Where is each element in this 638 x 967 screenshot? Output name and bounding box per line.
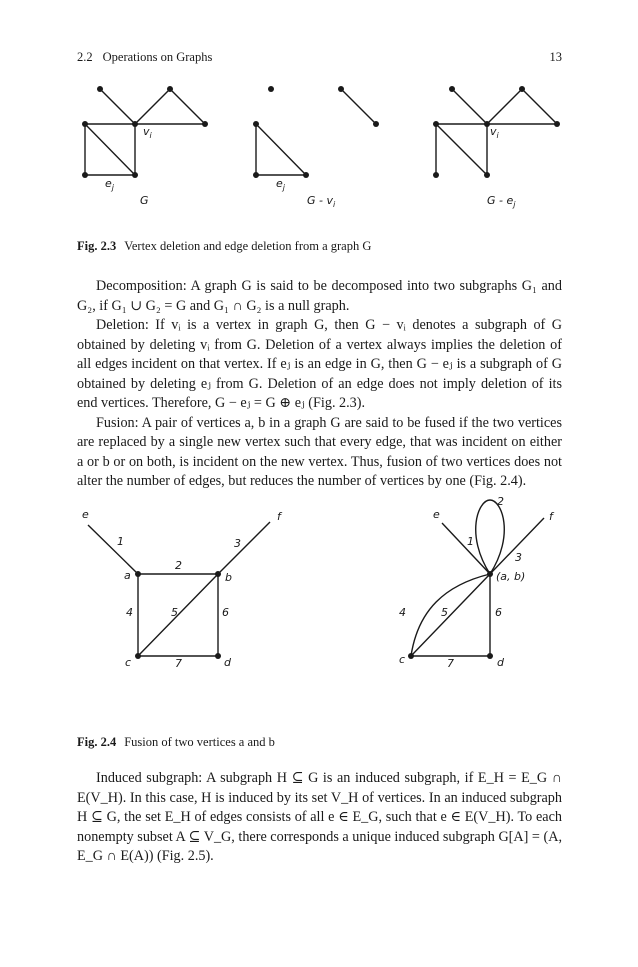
paragraph-decomposition: Decomposition: A graph G is said to be decomposed into two subgraphs G₁ and G₂, if G₁ ∪ G₂ = G and G₁ ∩ G₂ is a null graph. (77, 278, 562, 314)
fig24-right-edge-3: 3 (515, 551, 522, 564)
label-vi: $v_i$ (143, 125, 152, 140)
fig24-left-c: c (125, 656, 132, 669)
fig24-right-ab: (a, b) (496, 570, 526, 583)
figure-2-3 (0, 75, 638, 220)
fig24-right-edge-6: 6 (495, 606, 502, 619)
label-vi-2: $v_i$ (490, 125, 499, 140)
label-ej-2: $e_j$ (276, 177, 286, 192)
paragraph-fusion: Fusion: A pair of vertices a, b in a graph G are said to be fused if the two vertices are replaced by a single new vertex such that every edge, that was incident on either a or b or on both, is incident on the new vertex. Thus, fusion of two vertices does not alter the number of edges, but reduces the number of vertices by one (Fig. 2.4). (77, 414, 562, 489)
fig24-right-d: d (497, 656, 504, 669)
fig24-right-e: e (433, 508, 440, 521)
label-ej: $e_j$ (105, 177, 115, 192)
figure-2-4-caption (77, 735, 562, 750)
page-number: 13 (549, 50, 562, 64)
fig24-left-edge-4: 4 (126, 606, 133, 619)
fig24-left-edge-5: 5 (171, 606, 178, 619)
fig24-right-edge-7: 7 (447, 657, 454, 670)
fig24-right-edge-4: 4 (399, 606, 406, 619)
fig24-right-c: c (399, 653, 406, 666)
fig24-left-edge-3: 3 (234, 537, 241, 550)
fig24-left-edge-7: 7 (175, 657, 182, 670)
fig24-right-edge-1: 1 (467, 535, 474, 548)
section-number: 2.2 (77, 50, 93, 64)
figure-2-4 (0, 495, 638, 685)
fig24-right-edge-5: 5 (441, 606, 448, 619)
body-text-1 (77, 277, 562, 492)
running-header (77, 50, 562, 65)
body-text-2 (77, 769, 562, 867)
fig24-left-edge-6: 6 (222, 606, 229, 619)
fig24-left-a: a (124, 569, 131, 582)
caption-g: G (140, 194, 149, 207)
caption-number: Fig. 2.3 (77, 239, 117, 253)
caption-text: Fusion of two vertices a and b (124, 735, 275, 749)
fig24-left-d: d (224, 656, 231, 669)
fig24-left-e: e (82, 508, 89, 521)
figure-2-3-caption (77, 239, 562, 254)
fig24-left-edge-1: 1 (117, 535, 124, 548)
paragraph-induced-subgraph: Induced subgraph: A subgraph H ⊆ G is an induced subgraph, if E_H = E_G ∩ E(V_H). In this case, H is induced by its set V_H of vertices. In an induced subgraph H ⊆ G, the set E_H of edges consists of all e ∈ E_G, such that e ∈ E(V_H). To each nonempty subset A ⊆ V_G, there corresponds a unique induced subgraph G[A] = (A, E_G ∩ E(A)) (Fig. 2.5). (77, 770, 562, 864)
caption-g-minus-vi: G - $v_i$ (307, 194, 336, 209)
paragraph-deletion: Deletion: If vᵢ is a vertex in graph G, then G − vᵢ denotes a subgraph of G obtained by deleting vᵢ from G. Deletion of a vertex always implies the deletion of all edges incident on that vertex. If eⱼ is an edge in G, then G − eⱼ is a subgraph of G obtained by deleting eⱼ from G. Deletion of an edge does not imply deletion of its end vertices. Therefore, G − eⱼ = G ⊕ eⱼ (Fig. 2.3). (77, 317, 562, 411)
fig24-left-edge-2: 2 (175, 559, 182, 572)
caption-g-minus-ej: G - $e_j$ (487, 194, 516, 209)
section-title: Operations on Graphs (102, 50, 213, 64)
fig24-right-f: f (549, 510, 553, 523)
caption-text: Vertex deletion and edge deletion from a graph G (124, 239, 372, 253)
fig24-left-b: b (225, 571, 232, 584)
fig24-right-edge-2: 2 (497, 495, 504, 508)
graph-g-minus-vi (256, 89, 376, 175)
caption-number: Fig. 2.4 (77, 735, 117, 749)
fig24-left-f: f (277, 510, 281, 523)
